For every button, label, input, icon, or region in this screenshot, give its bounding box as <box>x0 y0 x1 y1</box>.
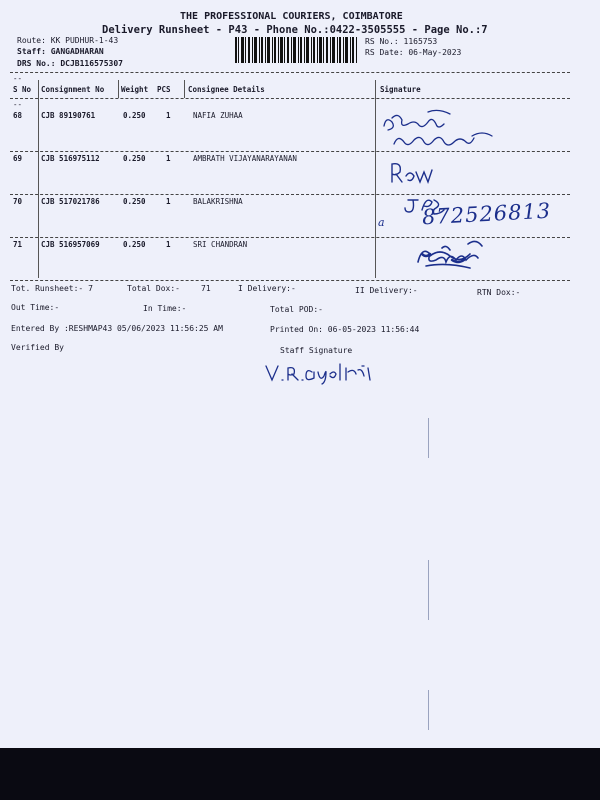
row-weight: 0.250 <box>123 197 146 206</box>
barcode <box>233 37 359 63</box>
row-sno: 68 <box>13 111 23 120</box>
row-rule <box>10 194 570 195</box>
handwritten-prefix: a <box>378 216 385 229</box>
ii-delivery: II Delivery:- <box>355 286 418 295</box>
rs-number: RS No.: 1165753 <box>365 37 438 46</box>
signature-row-69 <box>388 158 438 188</box>
scan-artifact <box>428 418 429 458</box>
row-sno: 71 <box>13 240 23 249</box>
column-divider <box>184 80 185 98</box>
col-consignment: Consignment No <box>41 85 105 94</box>
col-consignee: Consignee Details <box>188 85 265 94</box>
company-name: THE PROFESSIONAL COURIERS, COIMBATORE <box>180 11 403 22</box>
runsheet-title: Delivery Runsheet - P43 - Phone No.:0422-3505555 - Page No.:7 <box>102 24 488 36</box>
drs-number: DRS No.: DCJB116575307 <box>17 59 123 68</box>
column-divider <box>375 80 376 278</box>
route-label: Route: KK PUDHUR-1-43 <box>17 36 119 45</box>
table-bottom-rule <box>10 280 570 281</box>
row-consignment: CJB 516975112 <box>41 154 100 163</box>
handwritten-phone-number: 872526813 <box>421 198 552 230</box>
out-time: Out Time:- <box>11 303 60 312</box>
row-pcs: 1 <box>166 197 171 206</box>
table-top-rule <box>10 72 570 73</box>
row-weight: 0.250 <box>123 154 146 163</box>
row-sno: 69 <box>13 154 23 163</box>
row-consignee: NAFIA ZUHAA <box>193 111 243 120</box>
col-pcs: PCS <box>157 85 171 94</box>
i-delivery: I Delivery:- <box>238 284 296 293</box>
staff-signature <box>262 360 382 388</box>
staff-label: Staff: GANGADHARAN <box>17 47 104 56</box>
row-weight: 0.250 <box>123 240 146 249</box>
total-pod: Total POD:- <box>270 305 323 314</box>
in-time: In Time:- <box>143 304 187 313</box>
staff-signature-label: Staff Signature <box>280 346 353 355</box>
row-consignee: SRI CHANDRAN <box>193 240 248 249</box>
col-signature: Signature <box>380 85 421 94</box>
row-pcs: 1 <box>166 240 171 249</box>
entered-by: Entered By :RESHMAP43 05/06/2023 11:56:25 AM <box>11 324 223 333</box>
row-consignment: CJB 89190761 <box>41 111 96 120</box>
row-sno: 70 <box>13 197 23 206</box>
dash-marker: -- <box>13 74 23 83</box>
row-weight: 0.250 <box>123 111 146 120</box>
rtn-dox: RTN Dox:- <box>477 288 521 297</box>
column-divider <box>118 80 119 98</box>
scan-artifact <box>428 560 429 620</box>
tot-runsheet: Tot. Runsheet:- 7 <box>11 284 93 293</box>
verified-by: Verified By <box>11 343 64 352</box>
header-bottom-rule <box>10 98 570 99</box>
signature-row-71 <box>412 236 502 272</box>
col-sno: S No <box>13 85 32 94</box>
row-consignment: CJB 517021786 <box>41 197 100 206</box>
scan-bottom-edge <box>0 748 600 800</box>
dash-marker: -- <box>13 100 23 109</box>
signature-row-68 <box>380 104 530 154</box>
total-dox-label: Total Dox:- <box>127 284 180 293</box>
total-dox-value: 71 <box>201 284 211 293</box>
row-pcs: 1 <box>166 154 171 163</box>
printed-on: Printed On: 06-05-2023 11:56:44 <box>270 325 420 334</box>
scan-artifact <box>428 690 429 730</box>
column-divider <box>38 80 39 278</box>
row-pcs: 1 <box>166 111 171 120</box>
row-consignee: AMBRATH VIJAYANARAYANAN <box>193 154 297 163</box>
rs-date: RS Date: 06-May-2023 <box>365 48 462 57</box>
col-weight: Weight <box>121 85 149 94</box>
row-consignment: CJB 516957069 <box>41 240 100 249</box>
row-consignee: BALAKRISHNA <box>193 197 243 206</box>
